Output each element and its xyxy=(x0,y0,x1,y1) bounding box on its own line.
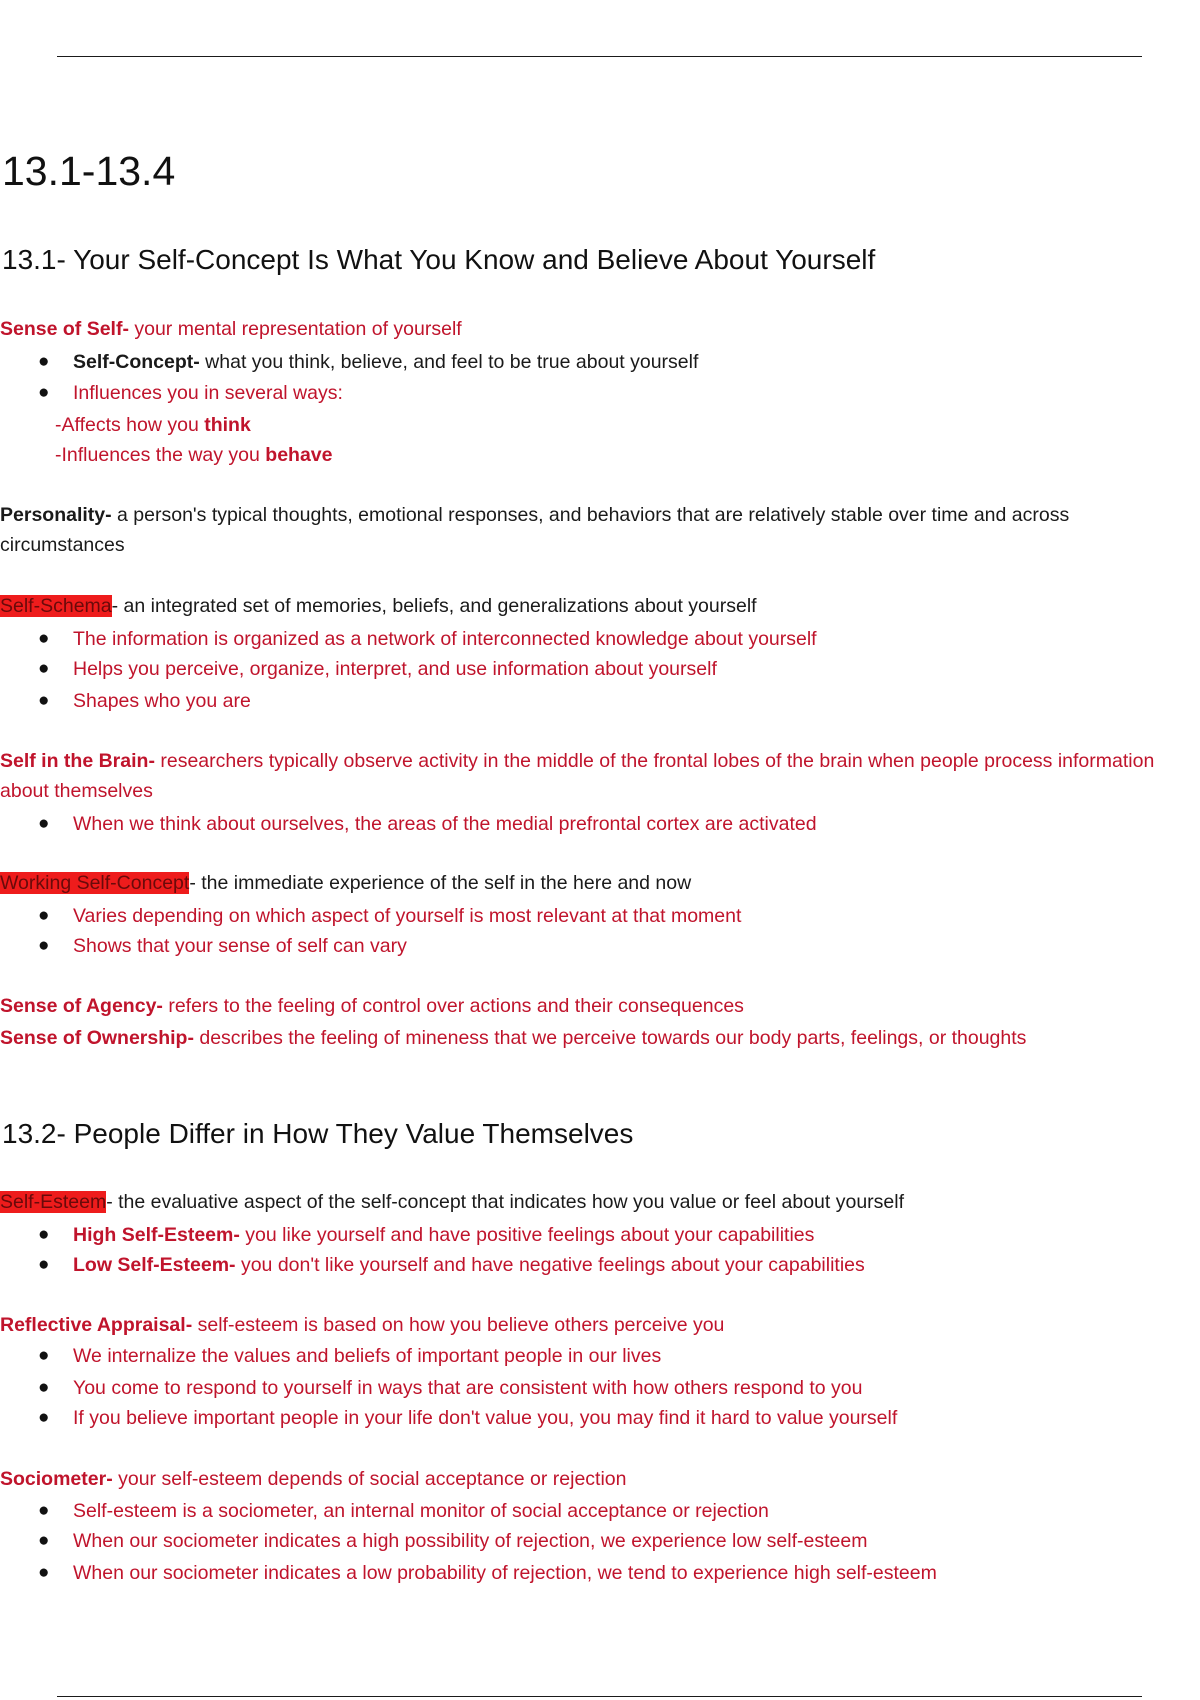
working-self-concept-term-highlight: Working Self-Concept xyxy=(0,872,190,894)
list-item: Self-esteem is a sociometer, an internal monitor of social acceptance or rejection xyxy=(73,1500,769,1522)
sense-of-self-definition: your mental representation of yourself xyxy=(128,318,462,340)
sense-of-ownership-definition: describes the feeling of mineness that we perceive towards our body parts, feelings, or thoughts xyxy=(193,1027,1027,1049)
reflective-appraisal-definition: self-esteem is based on how you believe others perceive you xyxy=(192,1314,725,1336)
header-rule xyxy=(57,56,1142,57)
list-item xyxy=(73,1222,814,1248)
list-item: Helps you perceive, organize, interpret, and use information about yourself xyxy=(73,658,717,680)
sense-of-ownership-term: Sense of Ownership- xyxy=(0,1027,194,1049)
sub-item-bold: think xyxy=(204,414,251,436)
page-title: 13.1-13.4 xyxy=(2,148,176,194)
sociometer-definition: your self-esteem depends of social acceptance or rejection xyxy=(112,1468,627,1490)
sub-item-think xyxy=(55,412,251,438)
self-in-brain-term: Self in the Brain- xyxy=(0,750,155,772)
reflective-appraisal-line xyxy=(0,1312,724,1338)
list-item: Shows that your sense of self can vary xyxy=(73,935,407,957)
working-self-concept-definition: - the immediate experience of the self in the here and now xyxy=(189,872,692,894)
sense-of-agency-line xyxy=(0,993,744,1019)
self-esteem-term-highlight: Self-Esteem xyxy=(0,1191,107,1213)
bullet-icon: ● xyxy=(38,1500,50,1521)
list-item: We internalize the values and beliefs of important people in our lives xyxy=(73,1345,662,1367)
self-in-brain-definition: researchers typically observe activity in the middle of the frontal lobes of the brain when people process information xyxy=(154,750,1155,772)
bullet-icon: ● xyxy=(38,1407,50,1428)
sense-of-ownership-line xyxy=(0,1025,1026,1051)
self-schema-definition: - an integrated set of memories, beliefs, and generalizations about yourself xyxy=(111,595,757,617)
sociometer-line xyxy=(0,1466,626,1492)
low-self-esteem-definition: you don't like yourself and have negative feelings about your capabilities xyxy=(235,1254,865,1276)
list-item: Shapes who you are xyxy=(73,690,251,712)
personality-term: Personality- xyxy=(0,504,112,526)
list-item: If you believe important people in your life don't value you, you may find it hard to value yourself xyxy=(73,1407,898,1429)
list-item xyxy=(73,349,698,375)
low-self-esteem-term: Low Self-Esteem- xyxy=(73,1254,236,1276)
section-heading-13-1: 13.1- Your Self-Concept Is What You Know and Believe About Yourself xyxy=(2,244,876,275)
bullet-icon: ● xyxy=(38,905,50,926)
self-schema-term-highlight: Self-Schema xyxy=(0,595,112,617)
bullet-icon: ● xyxy=(38,382,50,403)
footer-rule xyxy=(57,1696,1142,1697)
list-item xyxy=(73,1252,865,1278)
list-item: Varies depending on which aspect of yourself is most relevant at that moment xyxy=(73,905,742,927)
self-concept-term: Self-Concept- xyxy=(73,351,200,373)
list-item: When our sociometer indicates a high possibility of rejection, we experience low self-esteem xyxy=(73,1530,868,1552)
sub-item-bold: behave xyxy=(265,444,333,466)
self-in-brain-line xyxy=(0,748,1198,774)
bullet-icon: ● xyxy=(38,658,50,679)
high-self-esteem-term: High Self-Esteem- xyxy=(73,1224,240,1246)
bullet-icon: ● xyxy=(38,935,50,956)
list-item: When we think about ourselves, the areas of the medial prefrontal cortex are activated xyxy=(73,813,817,835)
bullet-icon: ● xyxy=(38,628,50,649)
list-item: You come to respond to yourself in ways that are consistent with how others respond to you xyxy=(73,1377,863,1399)
sociometer-term: Sociometer- xyxy=(0,1468,113,1490)
self-esteem-line xyxy=(0,1189,904,1215)
high-self-esteem-definition: you like yourself and have positive feelings about your capabilities xyxy=(239,1224,815,1246)
self-schema-line xyxy=(0,593,757,619)
self-concept-definition: what you think, believe, and feel to be true about yourself xyxy=(199,351,699,373)
working-self-concept-line xyxy=(0,870,691,896)
section-heading-13-2: 13.2- People Differ in How They Value Themselves xyxy=(2,1118,634,1149)
bullet-icon: ● xyxy=(38,690,50,711)
personality-definition: a person's typical thoughts, emotional responses, and behaviors that are relatively stable over time and across circumstances xyxy=(0,504,1070,556)
bullet-icon: ● xyxy=(38,351,50,372)
list-item: The information is organized as a network of interconnected knowledge about yourself xyxy=(73,628,817,650)
bullet-icon: ● xyxy=(38,1562,50,1583)
self-in-brain-continuation: about themselves xyxy=(0,780,153,802)
self-esteem-definition: - the evaluative aspect of the self-concept that indicates how you value or feel about yourself xyxy=(106,1191,905,1213)
sense-of-self-line xyxy=(0,316,462,342)
sub-item-behave xyxy=(55,442,333,468)
sub-item-text: -Influences the way you xyxy=(55,444,266,466)
list-item: When our sociometer indicates a low probability of rejection, we tend to experience high self-esteem xyxy=(73,1562,937,1584)
sense-of-self-term: Sense of Self- xyxy=(0,318,129,340)
bullet-icon: ● xyxy=(38,1254,50,1275)
reflective-appraisal-term: Reflective Appraisal- xyxy=(0,1314,193,1336)
sense-of-agency-term: Sense of Agency- xyxy=(0,995,163,1017)
sense-of-agency-definition: refers to the feeling of control over actions and their consequences xyxy=(162,995,744,1017)
bullet-icon: ● xyxy=(38,813,50,834)
bullet-icon: ● xyxy=(38,1530,50,1551)
bullet-icon: ● xyxy=(38,1224,50,1245)
list-item: Influences you in several ways: xyxy=(73,382,343,404)
bullet-icon: ● xyxy=(38,1345,50,1366)
bullet-icon: ● xyxy=(38,1377,50,1398)
sub-item-text: -Affects how you xyxy=(55,414,205,436)
personality-paragraph xyxy=(0,500,1196,560)
